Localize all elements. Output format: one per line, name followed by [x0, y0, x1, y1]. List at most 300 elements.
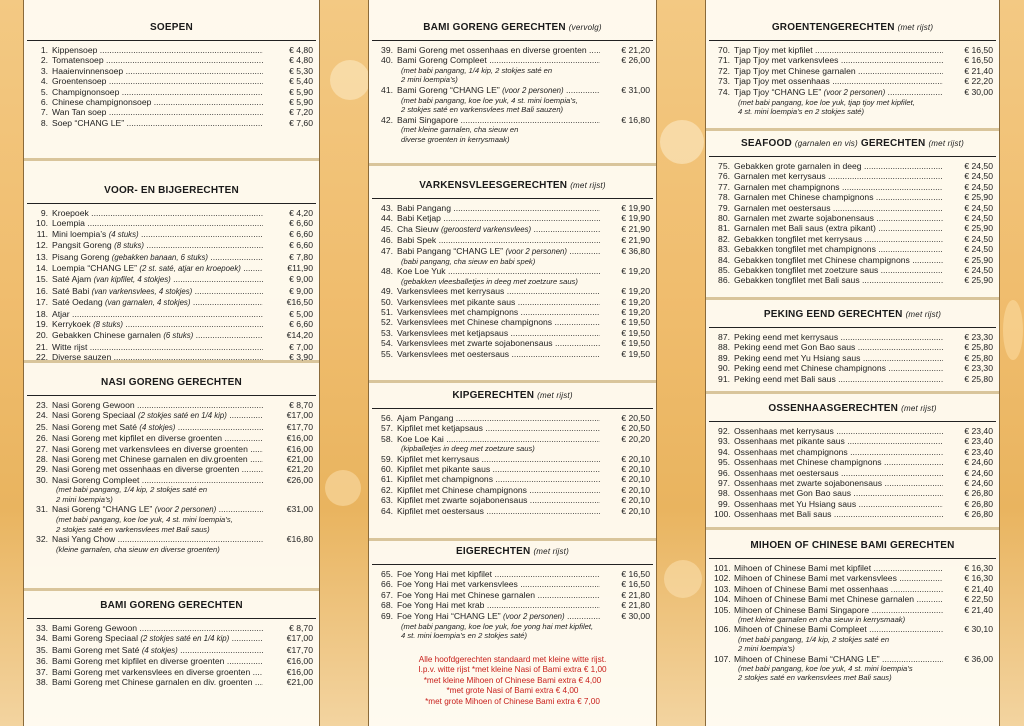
item-price: € 20,10: [621, 474, 650, 485]
menu-item: [706, 654, 999, 664]
item-name: [397, 266, 600, 276]
menu-item: [369, 434, 656, 444]
item-number: 9.: [40, 208, 48, 218]
menu-section: [706, 403, 999, 520]
item-name: [397, 235, 600, 245]
item-number: 49.: [381, 286, 393, 297]
item-name-text: Babi Ketjap: [397, 213, 441, 224]
item-price: € 30,00: [621, 610, 650, 621]
menu-item: [706, 87, 999, 98]
item-number: 73.: [718, 76, 730, 87]
item-name: [397, 413, 600, 423]
item-name: [397, 349, 600, 359]
item-number: 25.: [36, 421, 48, 432]
item-name: [397, 590, 600, 600]
item-name-text: Kippensoep: [52, 45, 98, 55]
item-price: € 19,90: [621, 203, 650, 213]
item-price: € 7,60: [289, 117, 313, 128]
item-name-text: Foe Yong Hai met kipfilet: [397, 569, 493, 579]
section-divider: [369, 538, 656, 541]
item-price: €21,20: [286, 464, 313, 475]
item-price: € 4,80: [289, 45, 313, 55]
item-detail: (voor 2 personen): [502, 85, 564, 95]
item-number: 28.: [36, 454, 48, 465]
item-name-text: Nasi Goreng met ossenhaas en diverse groenten: [52, 464, 240, 475]
item-price: € 25,80: [964, 373, 993, 384]
item-number: 67.: [381, 589, 393, 600]
item-detail: (2 stokjes saté en 1/4 kip): [140, 634, 230, 644]
item-price: € 24,60: [964, 478, 993, 489]
item-name-text: Bami Goreng met kipfilet en diverse groenten: [52, 656, 225, 667]
item-name: [734, 45, 943, 55]
section-title: [706, 403, 999, 414]
item-number: 12.: [36, 240, 48, 251]
item-name: [397, 45, 600, 55]
item-note: (kleine garnalen, cha sieuw en diverse groenten): [56, 544, 220, 554]
item-detail: (4 stokjes): [139, 422, 176, 432]
item-name: [397, 286, 600, 296]
menu-item: [369, 45, 656, 55]
item-number: 106.: [714, 624, 731, 635]
item-number: 6.: [40, 97, 48, 108]
item-name: [734, 654, 943, 664]
item-name-text: Haaienvinnensoep: [52, 65, 124, 76]
menu-item: [369, 55, 656, 65]
item-price: € 36,80: [621, 245, 650, 256]
menu-item: [24, 274, 319, 285]
item-name-text: Gebakken Chinese garnalen: [52, 330, 161, 341]
item-price: € 25,90: [964, 223, 993, 234]
item-name-text: Koe Loe Kai: [397, 433, 444, 444]
item-name-text: Garnalen met Bali saus (extra pikant): [734, 223, 876, 234]
menu-item: [706, 55, 999, 65]
item-number: 35.: [36, 644, 48, 655]
item-number: 94.: [718, 446, 730, 457]
item-number: 20.: [36, 330, 48, 341]
menu-item: [706, 478, 999, 488]
item-name: [734, 605, 943, 615]
item-name-text: Pisang Goreng: [52, 251, 110, 262]
item-price: € 36,00: [964, 653, 993, 664]
item-name-text: Foe Yong Hai met varkensvlees: [397, 579, 518, 590]
item-price: € 16,30: [964, 573, 993, 584]
item-name-text: Peking eend met Chinese champignons: [734, 363, 886, 374]
menu-section: [24, 22, 319, 128]
item-price: € 16,50: [621, 579, 650, 590]
item-name-text: Ossenhaas met Chinese champignons: [734, 457, 882, 468]
item-number: 23.: [36, 400, 48, 410]
item-name: [52, 352, 263, 362]
item-price: €17,70: [286, 421, 313, 432]
item-name: [52, 319, 263, 330]
item-name-text: Ossenhaas met Yu Hsiang saus: [734, 498, 857, 509]
menu-item: [24, 218, 319, 228]
item-number: 81.: [718, 223, 730, 234]
section-title: [369, 180, 656, 191]
menu-item: [24, 410, 319, 421]
item-number: 103.: [714, 583, 731, 594]
item-name: [734, 509, 943, 519]
item-price: € 21,40: [964, 604, 993, 615]
item-name: [397, 569, 600, 579]
menu-item: [24, 534, 319, 544]
item-detail: (voor 2 personen): [154, 505, 217, 515]
item-price: € 5,00: [289, 308, 313, 319]
item-name: [734, 573, 943, 583]
item-name: [397, 423, 600, 433]
item-name-text: Loempia “CHANG LE”: [52, 263, 138, 274]
item-name-text: Kroepoek: [52, 208, 89, 218]
menu-item: [369, 224, 656, 235]
item-number: 55.: [381, 348, 393, 359]
item-name: [734, 244, 943, 254]
section-rule: [709, 156, 996, 157]
item-number: 45.: [381, 223, 393, 234]
item-note: 2 stokjes saté en varkensvlees met Bali saus): [738, 673, 892, 683]
section-rule: [709, 558, 996, 559]
item-name: [397, 317, 600, 327]
item-name-text: Ajam Pangang: [397, 413, 454, 423]
item-name: [734, 55, 943, 65]
item-number: 88.: [718, 342, 730, 353]
item-detail: (2 stokjes saté en 1/4 kip): [138, 411, 227, 421]
menu-item: [369, 235, 656, 245]
item-name: [52, 645, 263, 656]
item-name-text: Mihoen of Chinese Bami Compleet: [734, 624, 867, 635]
section-rule: [709, 40, 996, 41]
item-price: € 22,50: [964, 594, 993, 605]
menu-section: [369, 22, 656, 144]
item-price: € 20,20: [621, 433, 650, 444]
menu-item: [369, 423, 656, 433]
item-name-text: Garnalen met kerrysaus: [734, 171, 826, 182]
item-price: € 4,20: [289, 208, 313, 218]
item-number: 42.: [381, 114, 393, 125]
item-name: [734, 584, 943, 594]
item-number: 46.: [381, 235, 393, 246]
item-note: diverse groenten in kerrysmaak): [401, 134, 510, 144]
item-price: € 6,60: [289, 218, 313, 229]
item-name-text: Babi Pangang “CHANG LE”: [397, 245, 504, 256]
section-rule: [372, 40, 653, 41]
item-number: 65.: [381, 569, 393, 579]
item-detail: (van garnalen, 4 stokjes): [105, 298, 191, 308]
item-detail: (van varkensvlees, 4 stokjes): [91, 286, 193, 296]
item-number: 100.: [714, 509, 731, 520]
item-name-text: Garnalen met Chinese champignons: [734, 192, 874, 203]
item-name-text: Peking eend met Gon Bao saus: [734, 342, 856, 353]
menu-item: [24, 444, 319, 454]
item-price: € 23,40: [964, 426, 993, 436]
item-number: 87.: [718, 332, 730, 342]
item-name-text: Chinese champignonsoep: [52, 97, 152, 108]
item-number: 53.: [381, 327, 393, 338]
item-name: [734, 223, 943, 233]
item-number: 1.: [40, 45, 48, 55]
menu-item: [369, 495, 656, 505]
section-title-text: PEKING EEND GERECHTEN: [763, 309, 903, 320]
item-price: € 16,50: [621, 569, 650, 579]
section-rule: [27, 40, 316, 41]
item-note: (met babi pangang, 1/4 kip, 2 stokjes saté en: [56, 485, 208, 495]
item-name: [397, 464, 600, 474]
section-rule: [27, 203, 316, 204]
item-number: 95.: [718, 457, 730, 468]
item-price: €16,00: [286, 433, 313, 444]
menu-item: [369, 474, 656, 484]
item-price: €16,00: [286, 443, 313, 454]
item-name-text: Peking eend met Bali saus: [734, 373, 836, 384]
item-price: € 19,20: [621, 286, 650, 297]
item-number: 56.: [381, 413, 393, 423]
item-note: (met kleine garnalen en cha sieuw in kerrysmaak): [738, 615, 906, 625]
item-note: 4 st. mini loempia’s en 2 stokjes saté): [401, 631, 528, 641]
item-name-text: Bami Goreng met Saté: [52, 644, 140, 655]
item-name-text: Diverse sauzen: [52, 352, 112, 363]
item-name-text: Kipfilet met ketjapsaus: [397, 423, 483, 434]
item-price: € 25,80: [964, 342, 993, 353]
item-number: 57.: [381, 423, 393, 434]
item-number: 83.: [718, 244, 730, 255]
item-number: 44.: [381, 213, 393, 224]
item-price: € 25,80: [964, 352, 993, 363]
item-name: [52, 656, 263, 666]
item-price: € 19,20: [621, 266, 650, 277]
item-note: 2 stokjes saté en varkensvlees met Bali sauzen): [401, 105, 564, 115]
item-number: 66.: [381, 579, 393, 590]
item-number: 102.: [714, 573, 731, 584]
item-name: [734, 203, 943, 213]
item-number: 77.: [718, 181, 730, 192]
item-name-text: Nasi Goreng met varkensvlees en diverse groenten: [52, 443, 248, 454]
item-price: € 24,60: [964, 457, 993, 468]
item-price: € 21,90: [621, 235, 650, 246]
item-note: (kipballetjes in deeg met zoetzure saus): [401, 444, 535, 454]
section-subtitle: (met rijst): [928, 139, 964, 148]
item-note: 2 stokjes saté en varkensvlees met Bali saus): [56, 524, 210, 534]
item-name: [52, 422, 263, 433]
section-title-text: SEAFOOD: [741, 138, 792, 149]
item-name-text: Nasi Yang Chow: [52, 534, 116, 545]
menu-item: [369, 317, 656, 327]
item-name-text: Gebakken tongfilet met kerrysaus: [734, 233, 863, 244]
section-title-text: GROENTENGERECHTEN: [771, 22, 895, 33]
item-note: (met babi pangang, koe loe yuk, 4 st. mini loempia’s,: [401, 96, 578, 106]
section-title: [24, 22, 319, 33]
item-name: [52, 623, 263, 633]
section-title-text: NASI GORENG GERECHTEN: [101, 377, 242, 388]
section-rule: [709, 421, 996, 422]
section-rule: [372, 198, 653, 199]
menu-item: [706, 342, 999, 352]
item-name-text: Nasi Goreng Gewoon: [52, 400, 135, 410]
menu-item: [369, 297, 656, 307]
item-name: [734, 594, 943, 604]
item-number: 32.: [36, 534, 48, 545]
menu-item: [24, 309, 319, 319]
menu-item: [24, 422, 319, 433]
menu-column-left: [23, 0, 320, 726]
item-name-text: Ossenhaas met Bali saus: [734, 509, 832, 520]
item-name-text: Garnalen met zwarte sojabonensaus: [734, 213, 874, 224]
footer-line: I.p.v. witte rijst *met kleine Nasi of Bami extra € 1,00: [418, 665, 607, 675]
item-detail: (4 stuks): [108, 229, 139, 239]
item-name: [52, 400, 263, 410]
menu-item: [706, 45, 999, 55]
menu-item: [24, 504, 319, 515]
item-name: [52, 410, 263, 421]
menu-section: [24, 377, 319, 554]
item-price: € 24,50: [964, 181, 993, 192]
item-name-text: Ossenhaas met kerrysaus: [734, 426, 834, 436]
menu-item: [24, 645, 319, 656]
section-title-text: KIPGERECHTEN: [452, 390, 535, 401]
item-price: €17,00: [286, 410, 313, 421]
item-number: 98.: [718, 488, 730, 499]
menu-item: [706, 66, 999, 76]
item-name-text: Tjap Tjoy met ossenhaas: [734, 76, 830, 87]
item-number: 52.: [381, 317, 393, 328]
section-divider: [24, 588, 319, 591]
item-name-text: Bami Singapore: [397, 114, 459, 125]
item-name: [734, 468, 943, 478]
section-divider: [369, 380, 656, 383]
menu-item: [706, 213, 999, 223]
item-name: [52, 309, 263, 319]
item-note: (met babi pangang, koe loe yuk, 4 st. mini loempia’s: [738, 664, 913, 674]
item-price: € 3,90: [289, 352, 313, 363]
item-number: 37.: [36, 666, 48, 677]
menu-item: [706, 363, 999, 373]
item-name-text: Gebakken grote garnalen in deeg: [734, 161, 862, 171]
section-divider: [706, 391, 999, 394]
item-name-text: Nasi Goreng Speciaal: [52, 410, 136, 421]
item-name-text: Bami Goreng met varkensvlees en diverse groenten: [52, 666, 251, 677]
item-name: [397, 611, 600, 622]
item-name: [734, 342, 943, 352]
item-price: € 26,80: [964, 498, 993, 509]
item-price: € 5,30: [289, 65, 313, 76]
item-note: 4 st. mini loempia’s en 2 stokjes saté): [738, 107, 865, 117]
item-price: €21,00: [286, 677, 313, 688]
menu-item: [706, 223, 999, 233]
item-name-text: Bami Goreng Compleet: [397, 55, 487, 66]
item-number: 48.: [381, 266, 393, 277]
menu-item: [369, 485, 656, 495]
item-number: 60.: [381, 464, 393, 475]
item-price: € 30,10: [964, 624, 993, 635]
item-name-text: Garnalen met champignons: [734, 181, 840, 192]
item-name: [52, 330, 263, 341]
item-number: 10.: [36, 218, 48, 229]
item-price: € 23,40: [964, 436, 993, 447]
item-name-text: Atjar: [52, 308, 70, 319]
item-note: (met babi pangang, 1/4 kip, 2 stokjes saté en: [738, 634, 890, 644]
item-name: [397, 85, 600, 96]
item-name-text: Tjap Tjoy met varkensvlees: [734, 55, 839, 66]
item-name: [397, 434, 600, 444]
item-name-text: Foe Yong Hai met krab: [397, 600, 485, 611]
section-divider: [706, 297, 999, 300]
item-price: € 7,00: [289, 341, 313, 352]
item-number: 70.: [718, 45, 730, 55]
item-name: [52, 433, 263, 443]
item-price: € 19,50: [621, 327, 650, 338]
item-number: 18.: [36, 308, 48, 319]
item-price: € 20,50: [621, 423, 650, 434]
menu-item: [24, 433, 319, 443]
item-number: 107.: [714, 653, 731, 664]
item-number: 21.: [36, 341, 48, 352]
item-price: € 19,50: [621, 317, 650, 328]
item-price: €17,00: [286, 633, 313, 644]
item-price: € 23,40: [964, 446, 993, 457]
item-note: 2 mini loempia’s): [738, 644, 795, 654]
footer-line: *met grote Mihoen of Chinese Bami extra € 7,00: [425, 696, 600, 706]
item-name: [52, 107, 263, 117]
menu-item: [24, 263, 319, 274]
item-price: € 21,80: [621, 600, 650, 611]
item-name: [734, 213, 943, 223]
item-price: € 16,80: [621, 114, 650, 125]
item-name-text: Kipfilet met pikante saus: [397, 464, 491, 475]
menu-item: [24, 454, 319, 464]
item-name: [52, 252, 263, 263]
item-name-text: Gebakken tongfilet met Chinese champignons: [734, 254, 910, 265]
item-name-text: Nasi Goreng Compleet: [52, 474, 140, 485]
item-number: 71.: [718, 55, 730, 66]
menu-item: [24, 319, 319, 330]
item-note: 2 mini loempia’s): [401, 75, 458, 85]
item-name: [52, 667, 263, 677]
menu-item: [24, 342, 319, 352]
item-name-text: Ossenhaas met pikante saus: [734, 436, 845, 447]
item-name-text: Saté Babi: [52, 285, 90, 296]
item-name: [734, 374, 943, 384]
item-number: 19.: [36, 319, 48, 330]
item-name: [397, 246, 600, 257]
item-name-text: Bami Goreng Speciaal: [52, 633, 138, 644]
menu-item: [24, 240, 319, 251]
item-price: € 6,60: [289, 319, 313, 330]
item-note: (gebakken vleesballetjes in deeg met zoetzure saus): [401, 276, 578, 286]
menu-item: [24, 107, 319, 117]
item-name-text: Wan Tan soep: [52, 107, 107, 118]
item-price: € 19,20: [621, 307, 650, 318]
item-detail: (voor 2 personen): [505, 246, 567, 256]
item-price: € 26,80: [964, 509, 993, 520]
item-name: [52, 118, 263, 128]
section-rule: [27, 618, 316, 619]
item-price: € 23,30: [964, 363, 993, 374]
item-name: [734, 363, 943, 373]
section-rule: [709, 327, 996, 328]
item-note: (babi pangang, cha sieuw en babi spek): [401, 257, 536, 267]
item-price: € 24,50: [964, 202, 993, 213]
item-price: € 19,90: [621, 213, 650, 224]
item-number: 78.: [718, 192, 730, 203]
section-subtitle: (met rijst): [533, 547, 569, 556]
item-name: [397, 338, 600, 348]
item-name: [734, 447, 943, 457]
item-name: [52, 55, 263, 65]
item-number: 89.: [718, 352, 730, 363]
menu-item: [706, 171, 999, 181]
section-title: [24, 600, 319, 611]
menu-item: [24, 229, 319, 240]
section-title-text: BAMI GORENG GERECHTEN: [100, 600, 243, 611]
section-subtitle: (vervolg): [568, 23, 602, 32]
